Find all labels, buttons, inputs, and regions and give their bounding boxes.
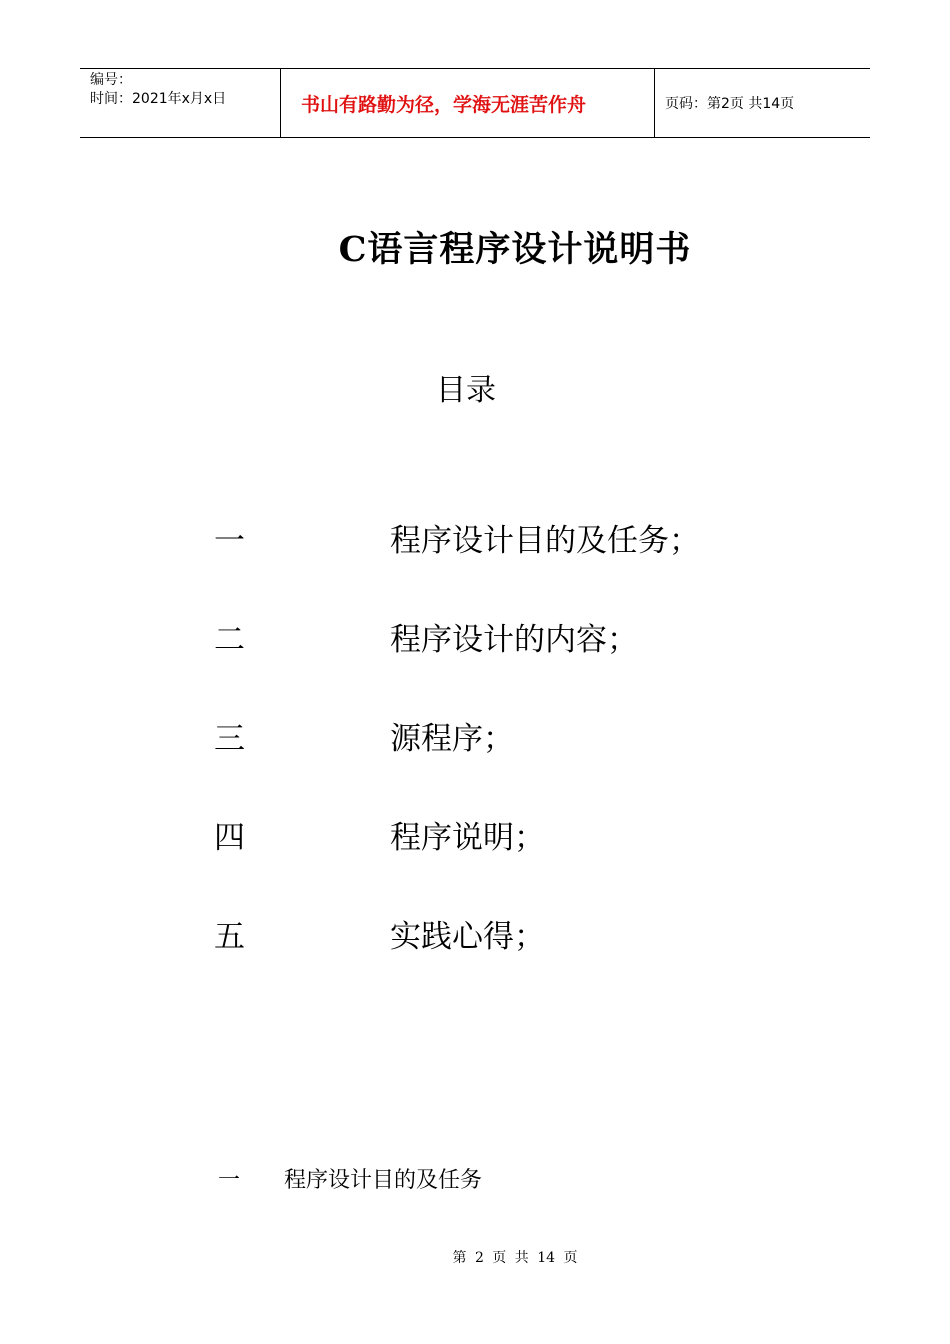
toc-item-text: 源程序；	[390, 721, 514, 757]
toc-item	[0, 515, 950, 559]
toc-item-number: 五	[214, 919, 245, 955]
page-header	[80, 68, 870, 138]
header-motto: 书山有路勤为径，学海无涯苦作舟	[281, 69, 655, 137]
toc-item-text: 程序设计目的及任务；	[390, 523, 700, 559]
toc-heading: 目录	[436, 373, 496, 408]
toc-item-number: 四	[214, 820, 245, 856]
toc-item	[0, 713, 950, 757]
toc-item	[0, 812, 950, 856]
section-title: 程序设计目的及任务	[284, 1168, 483, 1193]
header-meta-cell	[80, 69, 281, 137]
toc-item-text: 实践心得；	[390, 919, 545, 955]
toc-item-number: 二	[214, 622, 245, 658]
time-label: 时间：2021年x月x日	[90, 91, 227, 107]
toc-item	[0, 614, 950, 658]
page-footer: 第 2 页 共 14 页	[452, 1250, 578, 1266]
toc-item-number: 三	[214, 721, 245, 757]
toc-item-text: 程序说明；	[390, 820, 545, 856]
header-page-info: 页码：第2页 共14页	[665, 96, 795, 112]
toc-item-number: 一	[214, 523, 245, 559]
toc-item	[0, 911, 950, 955]
document-title: C语言程序设计说明书	[338, 229, 692, 270]
toc-item-text: 程序设计的内容；	[390, 622, 638, 658]
serial-label: 编号：	[90, 72, 132, 88]
section-number: 一	[218, 1168, 241, 1193]
